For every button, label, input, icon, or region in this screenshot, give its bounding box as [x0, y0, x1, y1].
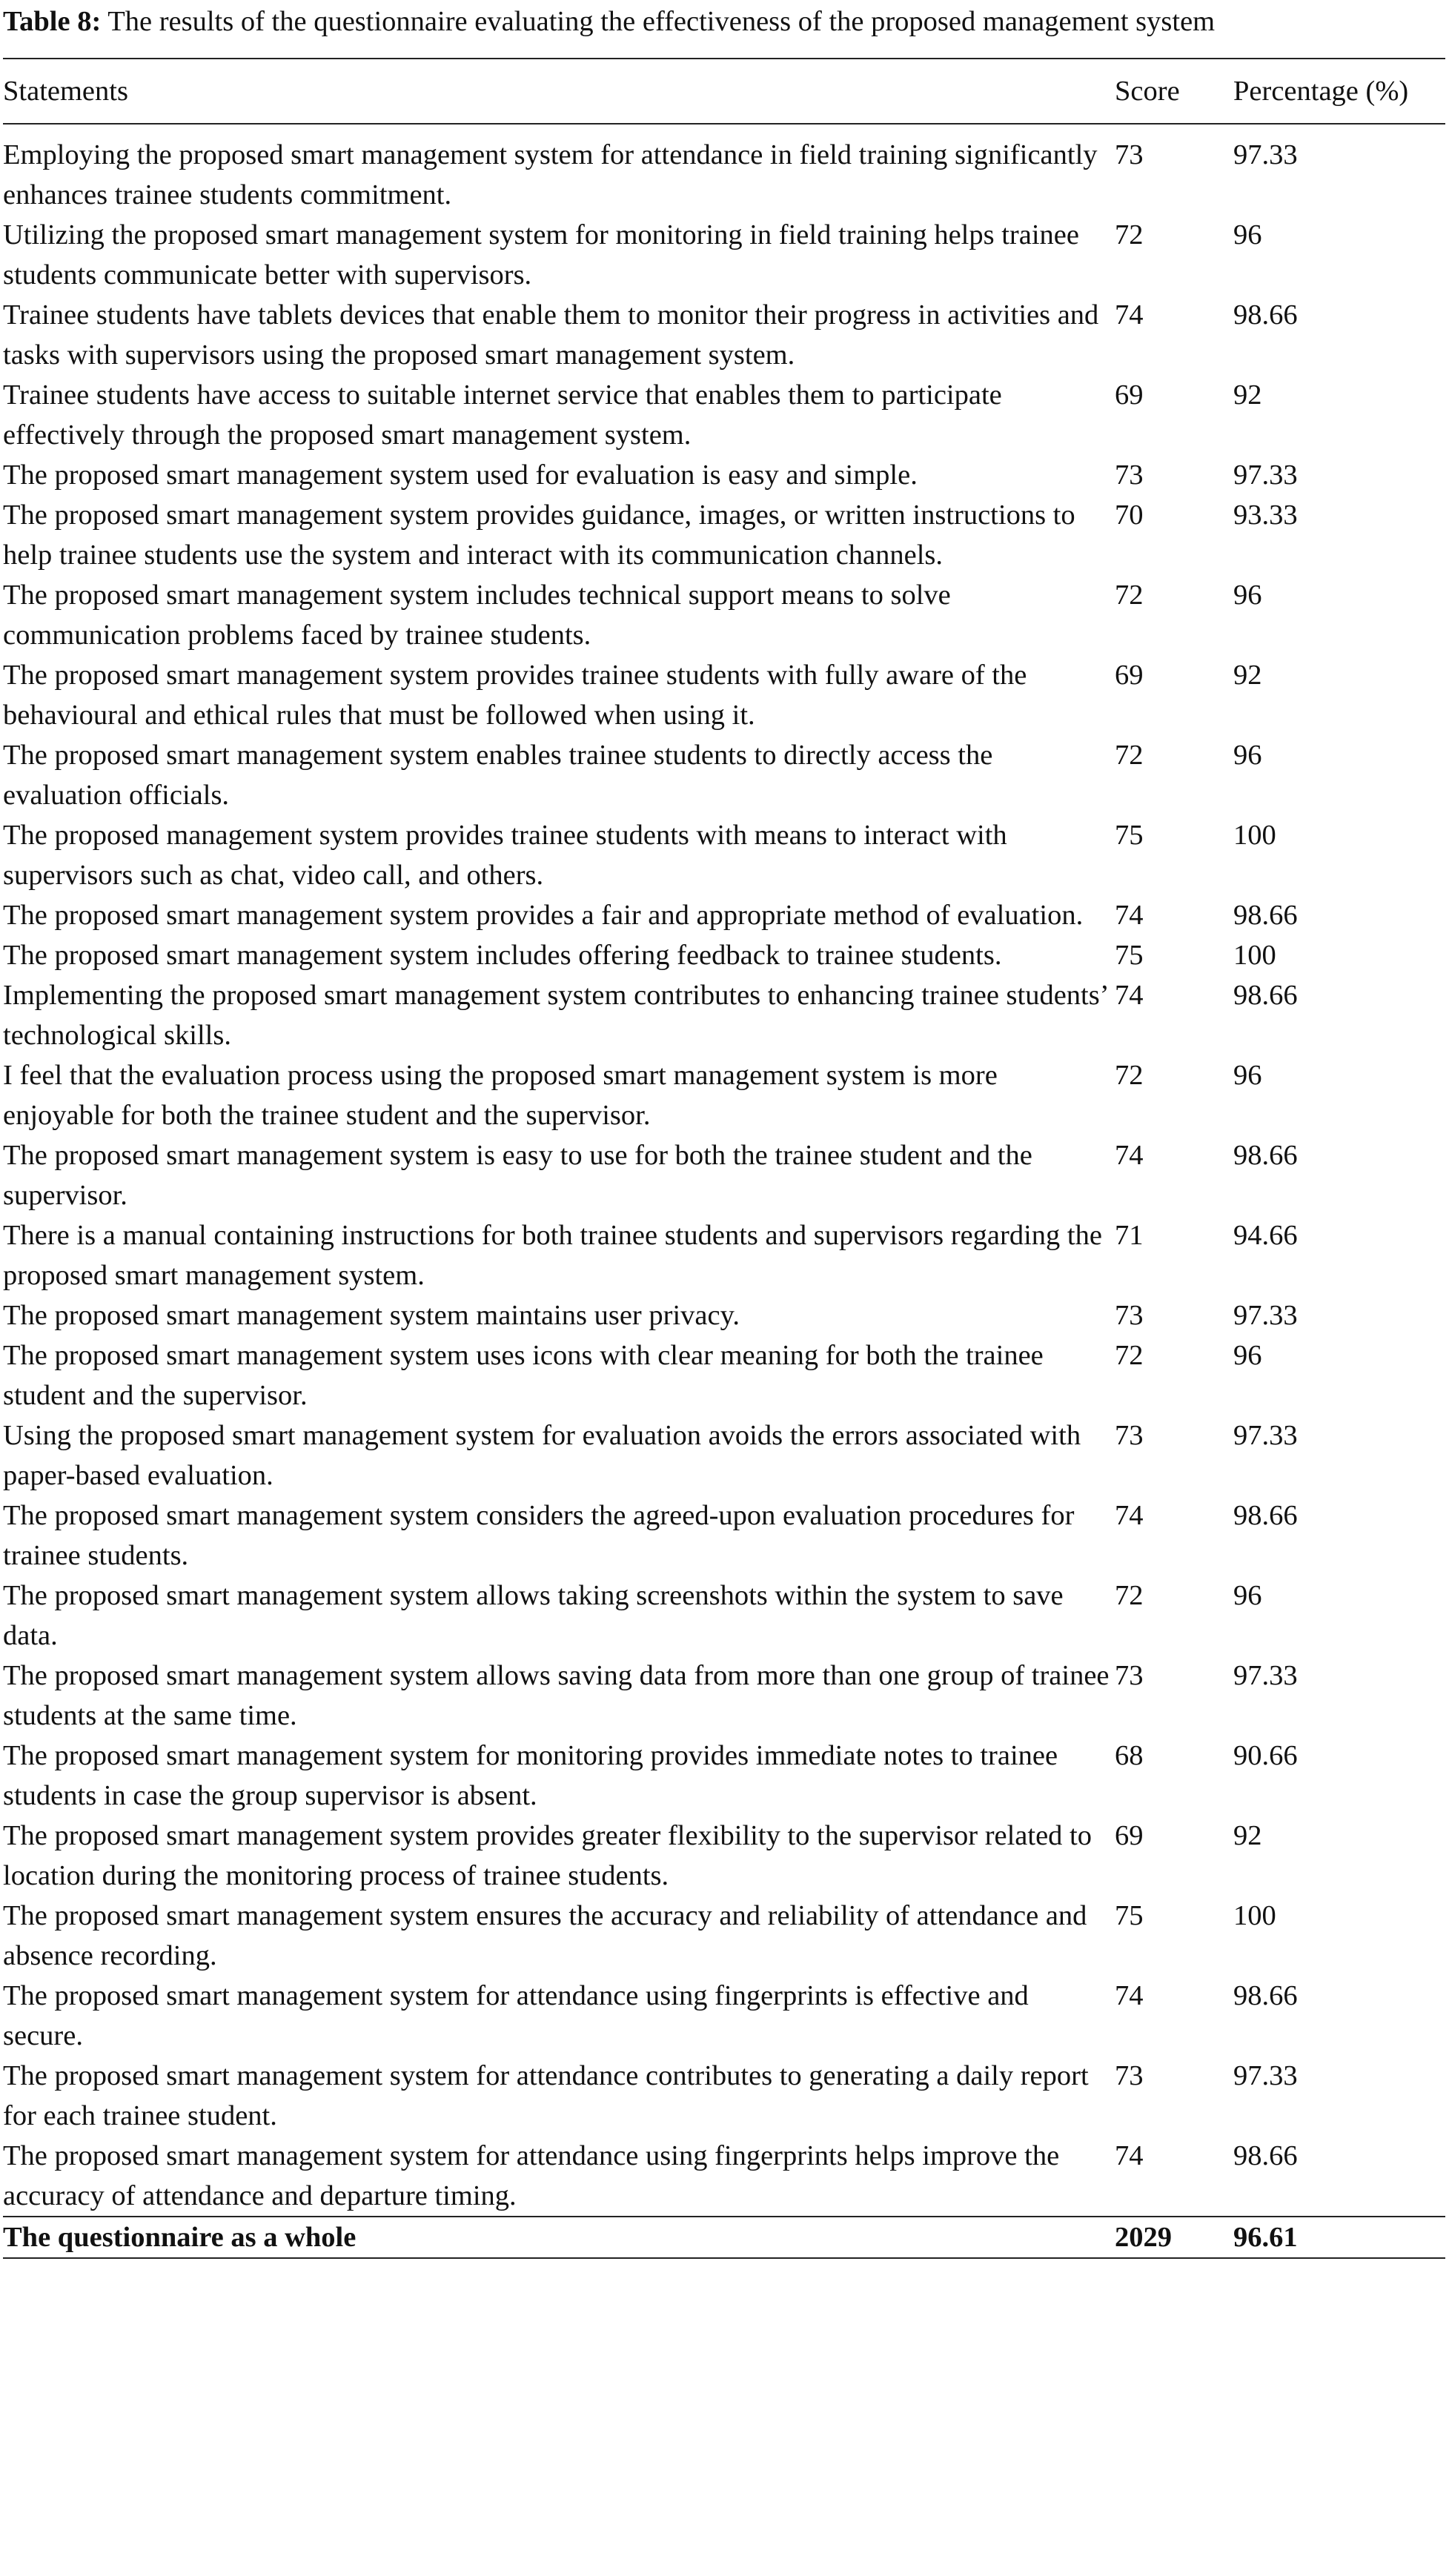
row-score: 72: [1115, 219, 1144, 250]
table-row: [3, 655, 1445, 735]
row-percentage: 98.66: [1233, 900, 1298, 931]
row-statement: The proposed smart management system for attendance using fingerprints is effective and secure.: [3, 1980, 1029, 2051]
table-row: [3, 215, 1445, 295]
table-caption-label: Table 8:: [3, 6, 102, 37]
table-row: [3, 455, 1445, 495]
total-label: The questionnaire as a whole: [3, 2222, 357, 2253]
row-statement: Trainee students have access to suitable internet service that enables them to participate effectively through the proposed smart management system.: [3, 379, 1002, 451]
row-percentage: 98.66: [1233, 980, 1298, 1011]
row-statement: Trainee students have tablets devices that enable them to monitor their progress in activities and tasks with supervisors using the proposed smart management system.: [3, 299, 1099, 371]
table-row: [3, 295, 1445, 375]
row-statement: The proposed smart management system provides greater flexibility to the supervisor related to location during the monitoring process of trainee students.: [3, 1820, 1092, 1891]
row-statement: The proposed smart management system for attendance using fingerprints helps improve the accuracy of attendance and departure timing.: [3, 2140, 1060, 2211]
row-percentage: 98.66: [1233, 1500, 1298, 1531]
row-score: 74: [1115, 1980, 1144, 2011]
row-score: 74: [1115, 1500, 1144, 1531]
row-percentage: 97.33: [1233, 2060, 1298, 2091]
row-percentage: 96: [1233, 580, 1262, 611]
row-statement: The proposed smart management system provides trainee students with fully aware of the behavioural and ethical rules that must be followed when using it.: [3, 660, 1027, 731]
row-statement: The proposed smart management system provides guidance, images, or written instructions to help trainee students use the system and interact with its communication channels.: [3, 499, 1075, 571]
row-percentage: 98.66: [1233, 299, 1298, 331]
row-percentage: 92: [1233, 1820, 1262, 1851]
table-row: [3, 935, 1445, 975]
row-score: 73: [1115, 1300, 1144, 1331]
table-row: [3, 2136, 1445, 2217]
row-statement: The proposed smart management system for monitoring provides immediate notes to trainee students in case the group supervisor is absent.: [3, 1740, 1058, 1811]
table-row: [3, 1295, 1445, 1335]
row-score: 72: [1115, 1580, 1144, 1611]
row-percentage: 97.33: [1233, 1300, 1298, 1331]
table-row: [3, 1736, 1445, 1816]
row-statement: The proposed smart management system used for evaluation is easy and simple.: [3, 459, 918, 491]
row-score: 73: [1115, 2060, 1144, 2091]
row-statement: The proposed smart management system enables trainee students to directly access the evaluation officials.: [3, 740, 993, 811]
table-row: [3, 1656, 1445, 1736]
row-percentage: 98.66: [1233, 2140, 1298, 2171]
row-score: 69: [1115, 660, 1144, 691]
row-score: 74: [1115, 900, 1144, 931]
table-row: [3, 1415, 1445, 1496]
table-row: [3, 1335, 1445, 1415]
table-row: [3, 495, 1445, 575]
row-percentage: 98.66: [1233, 1140, 1298, 1171]
results-table: [3, 58, 1445, 2259]
row-statement: The proposed management system provides trainee students with means to interact with supervisors such as chat, video call, and others.: [3, 820, 1007, 891]
table-row: [3, 2056, 1445, 2136]
row-statement: The proposed smart management system maintains user privacy.: [3, 1300, 740, 1331]
row-statement: Employing the proposed smart management system for attendance in field training significantly enhances trainee students commitment.: [3, 139, 1098, 210]
row-percentage: 97.33: [1233, 139, 1298, 170]
table-row: [3, 1976, 1445, 2056]
row-percentage: 96: [1233, 219, 1262, 250]
row-percentage: 98.66: [1233, 1980, 1298, 2011]
row-percentage: 90.66: [1233, 1740, 1298, 1771]
table-row: [3, 124, 1445, 215]
row-statement: The proposed smart management system includes offering feedback to trainee students.: [3, 940, 1002, 971]
row-percentage: 96: [1233, 1060, 1262, 1091]
table-header-row: [3, 59, 1445, 124]
row-percentage: 94.66: [1233, 1220, 1298, 1251]
row-score: 74: [1115, 299, 1144, 331]
table-row: [3, 1576, 1445, 1656]
header-score: Score: [1115, 76, 1180, 107]
row-percentage: 93.33: [1233, 499, 1298, 531]
table-row: [3, 895, 1445, 935]
table-row: [3, 1896, 1445, 1976]
total-percentage: 96.61: [1233, 2222, 1298, 2253]
row-score: 70: [1115, 499, 1144, 531]
row-percentage: 100: [1233, 1900, 1276, 1931]
row-percentage: 97.33: [1233, 1420, 1298, 1451]
table-row: [3, 1135, 1445, 1215]
row-percentage: 100: [1233, 940, 1276, 971]
row-score: 73: [1115, 459, 1144, 491]
header-percentage: Percentage (%): [1233, 76, 1409, 107]
table-row: [3, 975, 1445, 1055]
row-statement: The proposed smart management system ensures the accuracy and reliability of attendance and absence recording.: [3, 1900, 1087, 1971]
row-score: 73: [1115, 139, 1144, 170]
row-score: 72: [1115, 1060, 1144, 1091]
row-statement: The proposed smart management system provides a fair and appropriate method of evaluation.: [3, 900, 1084, 931]
table-body: [3, 124, 1445, 2217]
row-statement: I feel that the evaluation process using the proposed smart management system is more enjoyable for both the trainee student and the supervisor.: [3, 1060, 998, 1131]
table-row: [3, 815, 1445, 895]
row-statement: Utilizing the proposed smart management system for monitoring in field training helps trainee students communicate better with supervisors.: [3, 219, 1079, 291]
row-statement: The proposed smart management system is easy to use for both the trainee student and the supervisor.: [3, 1140, 1032, 1211]
row-score: 73: [1115, 1420, 1144, 1451]
table-row: [3, 735, 1445, 815]
row-score: 75: [1115, 1900, 1144, 1931]
row-statement: The proposed smart management system for attendance contributes to generating a daily report for each trainee student.: [3, 2060, 1089, 2131]
row-percentage: 96: [1233, 1340, 1262, 1371]
header-statements: Statements: [3, 76, 128, 107]
row-percentage: 97.33: [1233, 1660, 1298, 1691]
row-percentage: 92: [1233, 660, 1262, 691]
row-percentage: 96: [1233, 740, 1262, 771]
row-score: 72: [1115, 580, 1144, 611]
row-score: 73: [1115, 1660, 1144, 1691]
row-statement: The proposed smart management system includes technical support means to solve communication problems faced by trainee students.: [3, 580, 951, 651]
row-score: 69: [1115, 379, 1144, 411]
row-percentage: 97.33: [1233, 459, 1298, 491]
row-score: 74: [1115, 980, 1144, 1011]
table-row: [3, 1215, 1445, 1295]
row-score: 75: [1115, 940, 1144, 971]
row-percentage: 100: [1233, 820, 1276, 851]
row-percentage: 96: [1233, 1580, 1262, 1611]
row-statement: Using the proposed smart management system for evaluation avoids the errors associated with paper-based evaluation.: [3, 1420, 1081, 1491]
row-score: 71: [1115, 1220, 1144, 1251]
row-statement: Implementing the proposed smart management system contributes to enhancing trainee students’ technological skills.: [3, 980, 1107, 1051]
row-percentage: 92: [1233, 379, 1262, 411]
row-score: 74: [1115, 2140, 1144, 2171]
table-caption-text: The results of the questionnaire evaluating the effectiveness of the proposed management system: [101, 6, 1216, 37]
row-score: 72: [1115, 740, 1144, 771]
total-score: 2029: [1115, 2222, 1172, 2253]
table-row: [3, 1055, 1445, 1135]
row-statement: There is a manual containing instructions for both trainee students and supervisors regarding the proposed smart management system.: [3, 1220, 1102, 1291]
table-row: [3, 1496, 1445, 1576]
row-score: 68: [1115, 1740, 1144, 1771]
table-row: [3, 375, 1445, 455]
row-score: 72: [1115, 1340, 1144, 1371]
table-caption: [3, 0, 1445, 42]
table-row: [3, 575, 1445, 655]
row-score: 69: [1115, 1820, 1144, 1851]
row-statement: The proposed smart management system allows taking screenshots within the system to save data.: [3, 1580, 1064, 1651]
row-statement: The proposed smart management system uses icons with clear meaning for both the trainee student and the supervisor.: [3, 1340, 1044, 1411]
table-total-row: [3, 2217, 1445, 2258]
table-row: [3, 1816, 1445, 1896]
row-statement: The proposed smart management system allows saving data from more than one group of trainee students at the same time.: [3, 1660, 1110, 1731]
row-statement: The proposed smart management system considers the agreed-upon evaluation procedures for trainee students.: [3, 1500, 1075, 1571]
row-score: 74: [1115, 1140, 1144, 1171]
row-score: 75: [1115, 820, 1144, 851]
